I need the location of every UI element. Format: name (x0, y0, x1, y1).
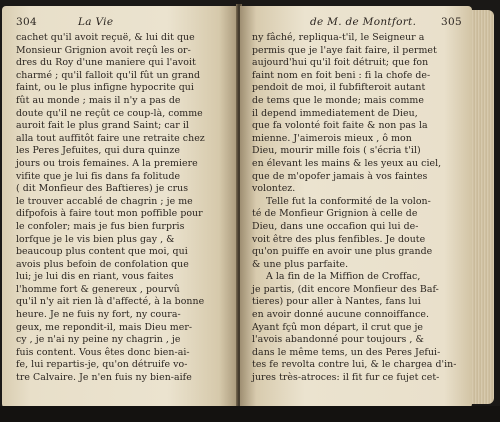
text-line: doute qu'il ne reçût ce coup-là, comme (16, 107, 203, 119)
text-line: té de Monfieur Grignion à celle de (252, 208, 418, 220)
text-line: je partis, (dit encore Monfieur des Baf- (252, 283, 439, 295)
text-line: beaucoup plus content que moi, qui (16, 246, 188, 258)
text-line: vifite que je lui fis dans fa folitude (16, 170, 181, 182)
text-line: qu'il n'y ait rien là d'affecté, à la bonne (16, 296, 205, 308)
text-line: faint nom en foit beni : fi la chofe de- (252, 69, 431, 81)
left-page-text (16, 32, 230, 385)
right-page (240, 6, 472, 408)
text-line: Dieu, dans une occafion qui lui de- (252, 220, 419, 232)
text-line: fuis content. Vous êtes donc bien-ai- (16, 346, 190, 358)
text-line: & une plus parfaite. (252, 258, 349, 270)
text-line: dres du Roy d'une maniere qui l'avoit (16, 57, 196, 69)
text-line: Monsieur Grignion avoit reçû les or- (16, 44, 191, 56)
text-line: volontez. (252, 183, 296, 195)
text-line: que fa volonté foit faite & non pas la (252, 120, 428, 132)
text-line: tes fe revolta contre lui, & le chargea d'in- (252, 359, 457, 371)
text-line: l'homme fort & genereux , pourvû (16, 283, 180, 295)
text-line: ( dit Monfieur des Baftieres) je crus (16, 183, 189, 195)
text-line: auroit fait le plus grand Saint; car il (16, 120, 189, 132)
text-line: lorfque je le vis bien plus gay , & (16, 233, 175, 245)
text-line: faint, ou le plus infigne hypocrite qui (16, 82, 194, 94)
text-line: Telle fut la conformité de la volon- (266, 195, 431, 207)
text-line: tre Calvaire. Je n'en fuis ny bien-aife (16, 372, 192, 384)
text-line: heure. Je ne fuis ny fort, ny coura- (16, 309, 181, 321)
text-line: pendoit de moi, il fubfifteroit autant (252, 82, 426, 94)
page-number: 305 (441, 16, 462, 28)
text-line: permis que je l'aye fait faire, il permet (252, 44, 437, 56)
text-line: aujourd'hui qu'il foit détruit; que fon (252, 57, 429, 69)
text-line: fe, lui repartis-je, qu'on détruife vo- (16, 359, 188, 371)
text-line: voit être des plus fenfibles. Je doute (252, 233, 426, 245)
text-line: fût au monde ; mais il n'y a pas de (16, 94, 181, 106)
text-line: que de m'opofer jamais à vos faintes (252, 170, 428, 182)
right-page-text (252, 32, 462, 385)
text-line: il depend immediatement de Dieu, (252, 107, 418, 119)
text-line: cy , je n'ai ny peine ny chagrin , je (16, 334, 181, 346)
background-shadow (0, 406, 500, 422)
running-title: de M. de Montfort. (310, 16, 417, 28)
left-page (2, 6, 238, 408)
text-line: difpofois à faire tout mon poffible pour (16, 208, 203, 220)
text-line: A la fin de la Miffion de Croffac, (266, 271, 421, 283)
text-line: l'avois abandonné pour toujours , & (252, 334, 424, 346)
right-page-header (252, 16, 462, 30)
text-line: jours ou trois femaines. A la premiere (16, 157, 198, 169)
text-line: geux, me repondit-il, mais Dieu mer- (16, 321, 193, 333)
text-line: le trouver accablé de chagrin ; je me (16, 195, 193, 207)
text-line: charmé ; qu'il falloit qu'il fût un grand (16, 69, 201, 81)
text-line: cachet qu'il avoit reçuë, & lui dit que (16, 32, 195, 43)
text-line: les Peres Jefuites, qui dura quinze (16, 145, 180, 157)
text-line: tieres) pour aller à Nantes, fans lui (252, 296, 421, 308)
text-line: qu'on puiffe en avoir une plus grande (252, 246, 433, 258)
text-line: lui; je lui dis en riant, vous faites (16, 271, 174, 283)
text-line: en avoir donné aucune connoiffance. (252, 309, 429, 321)
left-page-header (16, 16, 230, 30)
running-title: La Vie (78, 16, 114, 28)
page-edges (472, 10, 494, 404)
text-line: ny fâché, repliqua-t'il, le Seigneur a (252, 32, 425, 43)
text-line: Dieu, mourir mille fois ( s'écria t'il) (252, 145, 421, 157)
text-line: en élevant les mains & les yeux au ciel, (252, 157, 442, 169)
text-line: Ayant fçû mon départ, il crut que je (252, 321, 424, 333)
text-line: le confoler; mais je fus bien furpris (16, 220, 185, 232)
text-line: mienne. J'aimerois mieux , ô mon (252, 132, 412, 144)
text-line: dans le même tems, un des Peres Jefui- (252, 346, 441, 358)
text-line: avois plus befoin de confolation que (16, 258, 189, 270)
page-number: 304 (16, 16, 37, 28)
text-line: jures très-atroces: il fit fur ce fujet cet- (252, 372, 440, 384)
text-line: alla tout auffitôt faire une retraite chez (16, 132, 205, 144)
text-line: de tems que le monde; mais comme (252, 94, 424, 106)
